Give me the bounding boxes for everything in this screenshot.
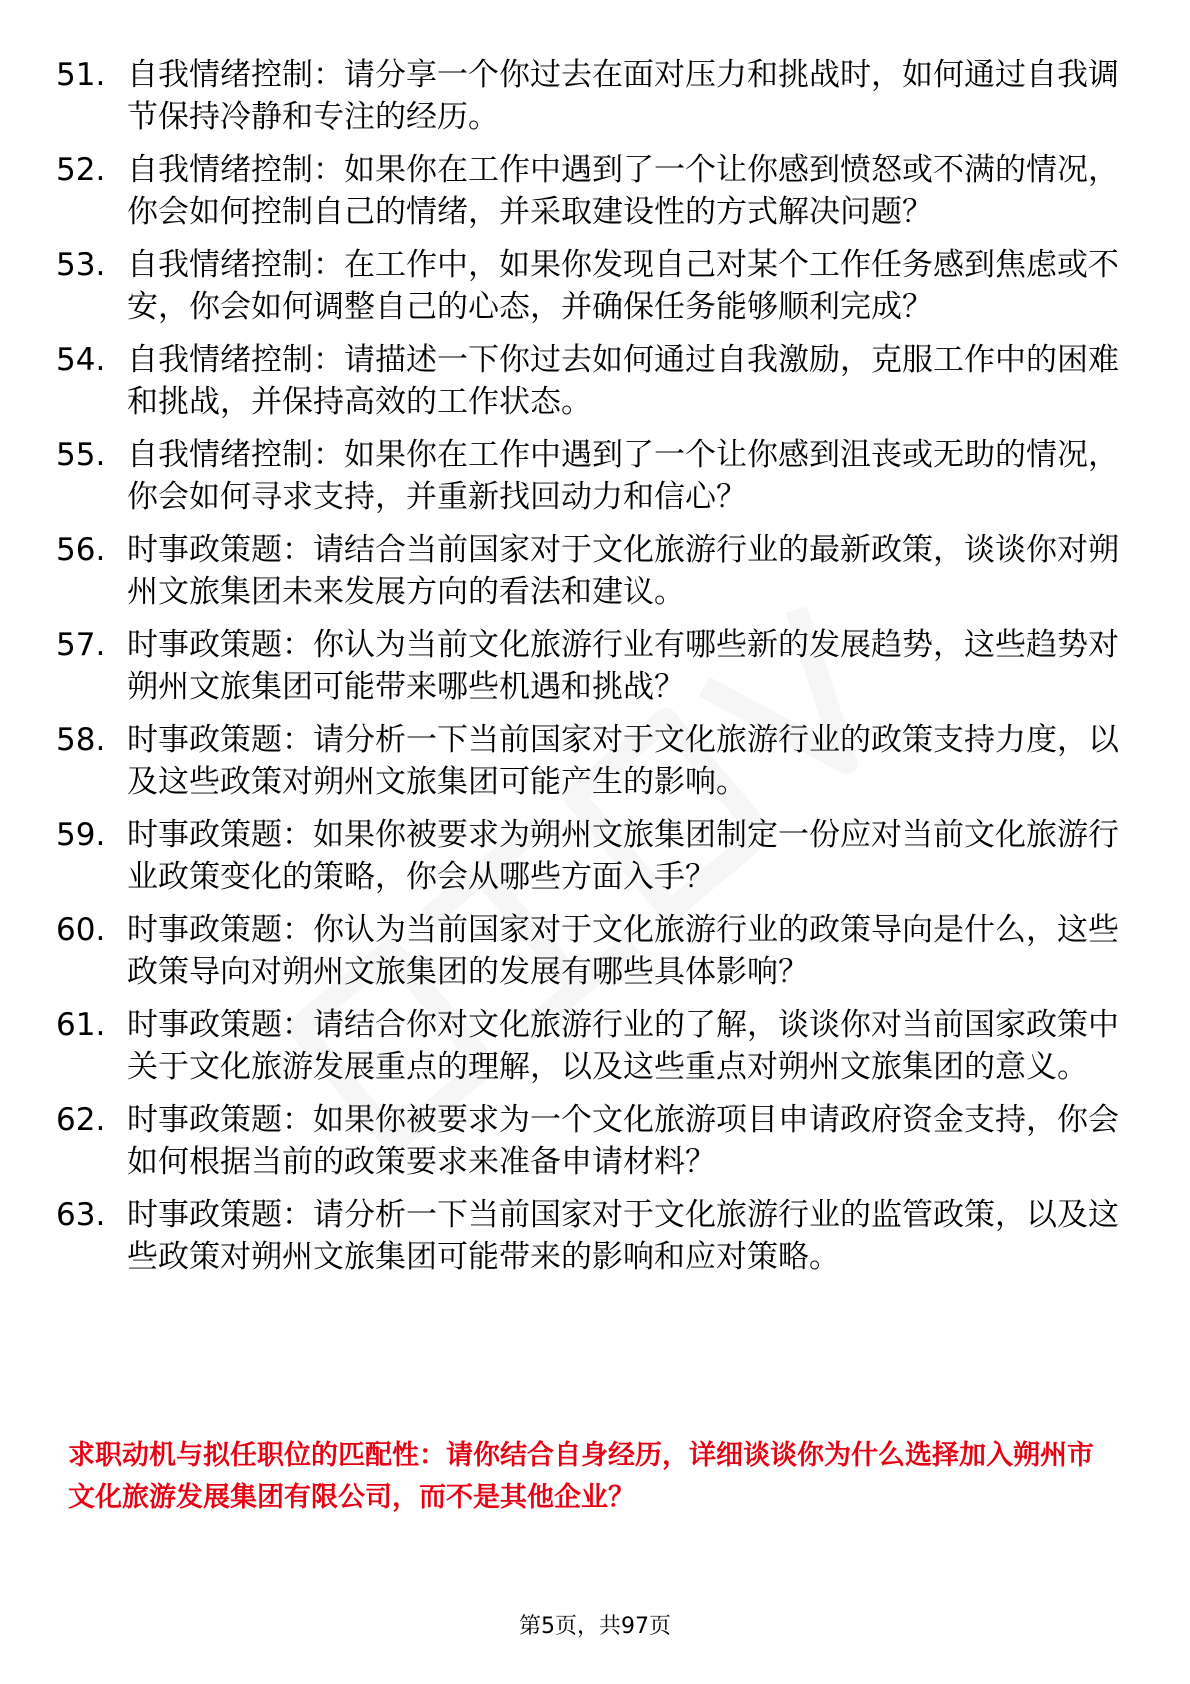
question-item [56, 909, 1136, 993]
question-number: 51. [56, 57, 106, 93]
question-text: 自我情绪控制：请描述一下你过去如何通过自我激励，克服工作中的困难和挑战，并保持高效的工作状态。 [127, 342, 1119, 420]
question-item [56, 244, 1136, 328]
question-list [56, 54, 1136, 1289]
question-number: 58. [56, 722, 106, 758]
question-item [56, 339, 1136, 423]
question-text: 时事政策题：如果你被要求为一个文化旅游项目申请政府资金支持，你会如何根据当前的政策要求来准备申请材料？ [127, 1102, 1119, 1180]
question-item [56, 1099, 1136, 1183]
question-text: 时事政策题：你认为当前国家对于文化旅游行业的政策导向是什么，这些政策导向对朔州文旅集团的发展有哪些具体影响？ [127, 912, 1119, 990]
question-text: 自我情绪控制：请分享一个你过去在面对压力和挑战时，如何通过自我调节保持冷静和专注的经历。 [127, 57, 1119, 135]
question-item [56, 54, 1136, 138]
question-text: 自我情绪控制：在工作中，如果你发现自己对某个工作任务感到焦虑或不安，你会如何调整自己的心态，并确保任务能够顺利完成？ [127, 247, 1119, 325]
question-number: 59. [56, 817, 106, 853]
question-item [56, 529, 1136, 613]
question-item [56, 624, 1136, 708]
motivation-note: 求职动机与拟任职位的匹配性：请你结合自身经历，详细谈谈你为什么选择加入朔州市文化旅游发展集团有限公司，而不是其他企业？ [68, 1440, 1094, 1513]
question-text: 时事政策题：请结合当前国家对于文化旅游行业的最新政策，谈谈你对朔州文旅集团未来发展方向的看法和建议。 [127, 532, 1119, 610]
question-item [56, 1004, 1136, 1088]
question-number: 63. [56, 1197, 106, 1233]
question-text: 时事政策题：请结合你对文化旅游行业的了解，谈谈你对当前国家政策中关于文化旅游发展重点的理解，以及这些重点对朔州文旅集团的意义。 [127, 1007, 1119, 1085]
question-item [56, 814, 1136, 898]
question-item [56, 719, 1136, 803]
question-number: 55. [56, 437, 106, 473]
question-number: 52. [56, 152, 106, 188]
question-text: 时事政策题：请分析一下当前国家对于文化旅游行业的监管政策，以及这些政策对朔州文旅集团可能带来的影响和应对策略。 [127, 1197, 1119, 1275]
question-number: 61. [56, 1007, 106, 1043]
question-text: 自我情绪控制：如果你在工作中遇到了一个让你感到沮丧或无助的情况，你会如何寻求支持，并重新找回动力和信心？ [127, 437, 1119, 515]
question-item [56, 434, 1136, 518]
question-text: 时事政策题：你认为当前文化旅游行业有哪些新的发展趋势，这些趋势对朔州文旅集团可能带来哪些机遇和挑战？ [127, 627, 1119, 705]
question-number: 60. [56, 912, 106, 948]
question-number: 56. [56, 532, 106, 568]
question-item [56, 1194, 1136, 1278]
question-number: 54. [56, 342, 106, 378]
question-number: 62. [56, 1102, 106, 1138]
question-number: 57. [56, 627, 106, 663]
question-text: 时事政策题：如果你被要求为朔州文旅集团制定一份应对当前文化旅游行业政策变化的策略，你会从哪些方面入手？ [127, 817, 1119, 895]
question-text: 时事政策题：请分析一下当前国家对于文化旅游行业的政策支持力度，以及这些政策对朔州文旅集团可能产生的影响。 [127, 722, 1119, 800]
question-text: 自我情绪控制：如果你在工作中遇到了一个让你感到愤怒或不满的情况，你会如何控制自己的情绪，并采取建设性的方式解决问题？ [127, 152, 1119, 230]
question-item [56, 149, 1136, 233]
question-number: 53. [56, 247, 106, 283]
page-footer: 第5页，共97页 [519, 1614, 671, 1639]
